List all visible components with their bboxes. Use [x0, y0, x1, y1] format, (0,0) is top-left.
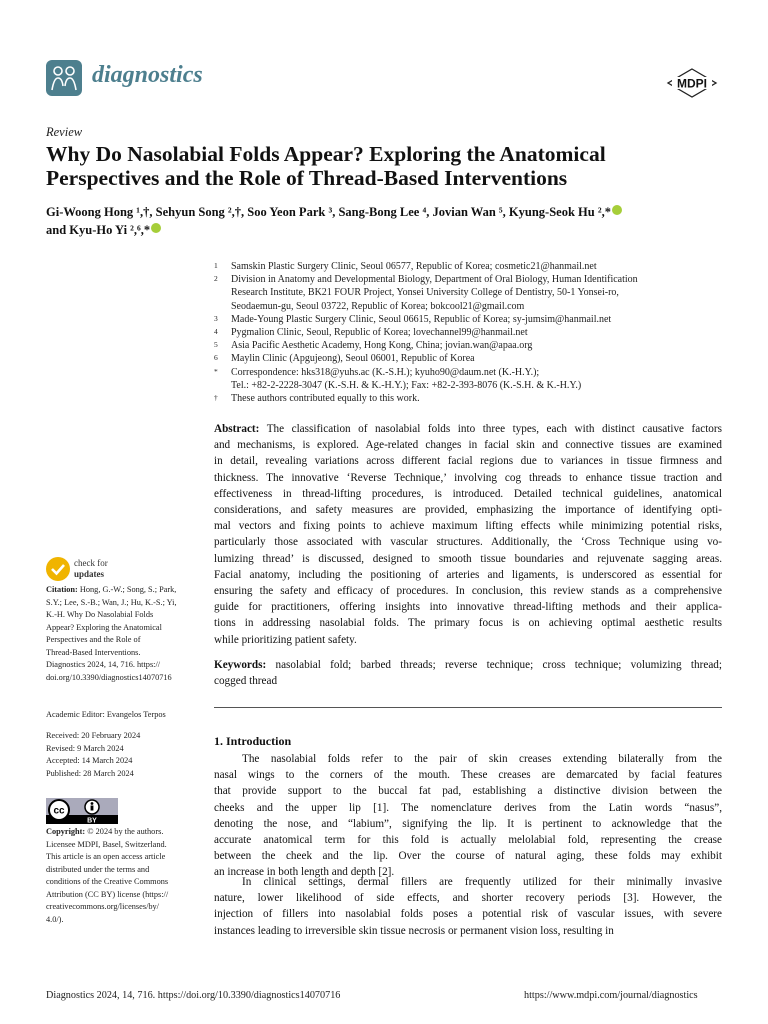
- text-line: [46, 622, 206, 635]
- intro-paragraph-2: [214, 874, 722, 939]
- authors-line: Gi-Woong Hong ¹,†, Sehyun Song ²,†, Soo Yeon Park ³, Sang-Bong Lee ⁴, Jovian Wan ⁵, Kyung-Seok Hu ²,*: [46, 205, 611, 219]
- line-text: mal vectors and fixing points to achieve maximum lifting effects while minimizing potential risks,: [214, 520, 722, 533]
- text-line: [46, 730, 206, 743]
- publisher-logo: [666, 68, 718, 98]
- affiliation-text: These authors contributed equally to this work.: [231, 393, 420, 405]
- line-text: Facial anatomy, including the positioning of arteries and ligaments, is underscored as essential for: [214, 568, 722, 581]
- line-text: Thread-Based Interventions.: [46, 647, 141, 657]
- check-updates-line: updates: [74, 569, 105, 579]
- line-text: effectiveness in thread-lifting procedures, is introduced. Detailed technical guidelines, anatomical: [214, 487, 722, 500]
- line-text: Appear? Exploring the Anatomical: [46, 622, 162, 632]
- line-text: accurate anatomical term for this fold is actually melolabial fold, representing the crease: [214, 834, 722, 847]
- affiliation-number: †: [214, 393, 218, 403]
- text-line: [46, 851, 206, 864]
- publisher-name: MDPI: [677, 76, 707, 91]
- affiliation-text: Seodaemun-gu, Seoul 03722, Republic of Korea; bokcool21@gmail.com: [231, 300, 525, 312]
- text-line: [214, 502, 722, 518]
- label: Copyright:: [46, 827, 86, 836]
- affiliation-text: Research Institute, BK21 FOUR Project, Yonsei University College of Dentistry, 50-1 Yonsei-ro,: [231, 287, 619, 299]
- title-line: Perspectives and the Role of Thread-Based Interventions: [46, 166, 568, 190]
- line-text: Revised: 9 March 2024: [46, 743, 124, 753]
- affiliation: [214, 392, 734, 405]
- line-text: 4.0/).: [46, 914, 64, 924]
- affiliation: [214, 339, 734, 352]
- text-line: [46, 609, 206, 622]
- line-text: Attribution (CC BY) license (https://: [46, 889, 169, 899]
- affiliation-number: 5: [214, 340, 218, 350]
- text-line: [46, 889, 206, 902]
- text-line: [46, 755, 206, 768]
- affiliation-text: Asia Pacific Aesthetic Academy, Hong Kong, China; jovian.wan@apaa.org: [231, 340, 533, 352]
- text-line: [214, 832, 722, 848]
- affiliation-number: *: [214, 366, 218, 376]
- author-list: [46, 203, 736, 239]
- cc-by-license-icon[interactable]: [46, 798, 118, 824]
- affiliation-number: 4: [214, 327, 218, 337]
- text-line: [46, 743, 206, 756]
- cc-label: cc: [53, 805, 65, 817]
- line-text: Published: 28 March 2024: [46, 768, 134, 778]
- line-text: This article is an open access article: [46, 852, 166, 861]
- line-text: K.-H. Why Do Nasolabial Folds: [46, 610, 154, 619]
- academic-editor: [46, 709, 206, 722]
- footer-journal-url[interactable]: https://www.mdpi.com/journal/diagnostics: [524, 990, 698, 1001]
- abstract: [214, 421, 722, 648]
- text-line: [46, 584, 206, 597]
- affiliation-text: Made-Young Plastic Surgery Clinic, Seoul 06615, Republic of Korea; sy-jumsim@hanmail.net: [231, 313, 612, 325]
- line-text: creativecommons.org/licenses/by/: [46, 902, 159, 911]
- publication-dates: [46, 730, 206, 780]
- text-line: [46, 597, 206, 610]
- text-line: [46, 647, 206, 660]
- label: Citation:: [46, 585, 78, 594]
- text-line: [46, 914, 206, 927]
- check-updates-label[interactable]: [74, 558, 108, 580]
- article-title: [46, 142, 736, 190]
- text-line: [46, 839, 206, 852]
- line-text: In clinical settings, dermal fillers are frequently utilized for their minimally invasive: [242, 876, 722, 888]
- text-line: [214, 848, 722, 864]
- line-text: Licensee MDPI, Basel, Switzerland.: [46, 839, 167, 849]
- text-line: [46, 826, 206, 839]
- line-text: doi.org/10.3390/diagnostics14070716: [46, 672, 172, 682]
- journal-logo-icon: [46, 60, 82, 96]
- line-text: © 2024 by the authors.: [87, 827, 164, 836]
- label: Keywords:: [214, 659, 267, 671]
- affiliation-text: Tel.: +82-2-2228-3047 (K.-S.H. & K.-H.Y.); Fax: +82-2-393-8076 (K.-S.H. & K.-H.Y.): [231, 379, 582, 391]
- line-text: instances leading to irreversible skin tissue necrosis or permanent vision loss, resulting in: [214, 924, 614, 937]
- affiliation-number: 3: [214, 313, 218, 323]
- text-line: [214, 567, 722, 583]
- line-text: The classification of nasolabial folds into three types, each with distinct causative factors: [266, 423, 722, 435]
- affiliation: [214, 313, 734, 326]
- line-text: The nasolabial folds refer to the pair of skin creases extending bilaterally from the: [242, 753, 722, 765]
- line-text: S.Y.; Lee, S.-B.; Wan, J.; Hu, K.-S.; Yi,: [46, 597, 177, 607]
- divider: [214, 707, 722, 708]
- check-updates-line: check for: [74, 558, 108, 568]
- checkmark-icon: [46, 557, 70, 581]
- copyright-block: [46, 826, 206, 926]
- text-line: [46, 659, 206, 672]
- text-line: [214, 783, 722, 799]
- text-line: [214, 453, 722, 469]
- line-text: while prioritizing patient safety.: [214, 633, 357, 646]
- text-line: [214, 437, 722, 453]
- label: Abstract:: [214, 423, 260, 435]
- affiliation: [214, 379, 734, 392]
- text-line: [46, 768, 206, 781]
- affiliation-text: Division in Anatomy and Developmental Biology, Department of Oral Biology, Human Identification: [231, 274, 638, 286]
- text-line: [214, 470, 722, 486]
- text-line: [214, 599, 722, 615]
- text-line: [214, 816, 722, 832]
- text-line: [214, 923, 722, 939]
- affiliation: [214, 366, 734, 379]
- text-line: [214, 518, 722, 534]
- line-text: cheeks and the upper lip [1]. The nomenclature derives from the Latin words “nasus”,: [214, 801, 722, 814]
- line-text: considerations, and safety measures are provided, emphasizing the importance of identifying opti-: [214, 504, 722, 517]
- line-text: distributed under the terms and: [46, 864, 150, 874]
- text-line: [214, 657, 722, 673]
- line-text: that provide support to the buccal fat pad, establishing a distinctive division between the: [214, 785, 722, 798]
- affiliation-number: 2: [214, 274, 218, 284]
- keywords: [214, 657, 722, 689]
- affiliation-text: Pygmalion Clinic, Seoul, Republic of Korea; lovechannel99@hanmail.net: [231, 327, 528, 339]
- footer-citation-text[interactable]: Diagnostics 2024, 14, 716. https://doi.org/10.3390/diagnostics14070716: [46, 990, 341, 1001]
- affiliation-number: 1: [214, 261, 218, 270]
- line-text: nasal wings to the corners of the mouth. These creases are demarcated by facial features: [214, 769, 722, 782]
- line-text: in detail, revealing variations across different facial regions due to variances in tissue firmness and: [214, 455, 722, 468]
- citation-block: [46, 584, 206, 684]
- article-type: Review: [46, 125, 83, 139]
- line-text: conditions of the Creative Commons: [46, 877, 169, 886]
- line-text: guide for practitioners, offering insights into innovative thread-lifting methods and their applica-: [214, 601, 722, 614]
- affiliation: [214, 326, 734, 339]
- line-text: and mechanisms, is explored. Age-related changes in facial skin and connective tissues are examined: [214, 439, 722, 452]
- text-line: [214, 906, 722, 922]
- line-text: an increase in both length and depth [2].: [214, 866, 395, 879]
- line-text: tions in addressing nasolabial folds. The primary focus is on achieving optimal aesthetic results: [214, 617, 722, 630]
- academic-editor-text: Academic Editor: Evangelos Terpos: [46, 710, 166, 719]
- line-text: lumizing thread’ is discussed, designed to smooth tissue boundaries and rejuvenate sagging areas.: [214, 552, 722, 565]
- text-line: [46, 672, 206, 685]
- text-line: [214, 800, 722, 816]
- line-text: Perspectives and the Role of: [46, 635, 141, 644]
- affiliations: [214, 260, 734, 405]
- cc-by-label: BY: [87, 817, 97, 824]
- text-line: [46, 634, 206, 647]
- line-text: cogged thread: [214, 675, 278, 688]
- text-line: [214, 534, 722, 550]
- text-line: [214, 421, 722, 437]
- line-text: nature, lower likelihood of side effects, and shorter recovery periods [3]. However, the: [214, 892, 722, 905]
- title-line: Why Do Nasolabial Folds Appear? Exploring the Anatomical: [46, 142, 606, 166]
- affiliation-text: Correspondence: hks318@yuhs.ac (K.-S.H.); kyuho90@daum.net (K.-H.Y.);: [231, 366, 540, 378]
- affiliation: [214, 273, 734, 286]
- affiliation: [214, 300, 734, 313]
- text-line: [46, 901, 206, 914]
- text-line: [214, 751, 722, 767]
- affiliation-text: Samskin Plastic Surgery Clinic, Seoul 06577, Republic of Korea; cosmetic21@hanmail.net: [231, 261, 597, 272]
- line-text: Received: 20 February 2024: [46, 731, 141, 740]
- line-text: between the cheek and the lip. Over the course of natural aging, these folds may exhibit: [214, 850, 722, 863]
- line-text: injection of fillers into nasolabial folds poses a potential risk of vascular issues, with severe: [214, 908, 722, 921]
- text-line: [214, 583, 722, 599]
- affiliation: [214, 352, 734, 365]
- orcid-icon[interactable]: [151, 223, 161, 233]
- line-text: Accepted: 14 March 2024: [46, 756, 133, 765]
- affiliation: [214, 286, 734, 299]
- text-line: [214, 673, 722, 689]
- line-text: denoting the nose, and “labium”, signifying the lip. It is pertinent to acknowledge that the: [214, 817, 722, 830]
- text-line: [214, 890, 722, 906]
- footer-citation: [46, 990, 340, 1001]
- line-text: particularly those associated with vascular structures. Additionally, the ‘Cross Technique using vo-: [214, 536, 722, 549]
- line-text: Hong, G.-W.; Song, S.; Park,: [79, 585, 177, 594]
- affiliation-number: 6: [214, 353, 218, 363]
- text-line: [214, 874, 722, 890]
- journal-name: diagnostics: [92, 62, 203, 88]
- text-line: [46, 876, 206, 889]
- section-heading: 1. Introduction: [214, 734, 292, 748]
- orcid-icon[interactable]: [612, 205, 622, 215]
- affiliation: [214, 260, 734, 273]
- affiliation-text: Maylin Clinic (Apgujeong), Seoul 06001, Republic of Korea: [231, 353, 475, 365]
- line-text: Diagnostics 2024, 14, 716. https://: [46, 660, 161, 669]
- line-text: nasolabial fold; barbed threads; reverse technique; cross technique; volumizing thread;: [275, 659, 722, 671]
- line-text: thickness. The innovative ‘Reverse Technique,’ involving cog threads to enhance tissue traction and: [214, 471, 722, 484]
- authors-line: and Kyu-Ho Yi ²,⁶,*: [46, 223, 151, 237]
- text-line: [214, 632, 722, 648]
- text-line: [214, 486, 722, 502]
- line-text: ensuring the safety and efficacy of procedures. In conclusion, this review stands as a comprehensive: [214, 585, 722, 598]
- text-line: [46, 864, 206, 877]
- text-line: [214, 551, 722, 567]
- text-line: [214, 767, 722, 783]
- text-line: [214, 615, 722, 631]
- intro-paragraph-1: [214, 751, 722, 881]
